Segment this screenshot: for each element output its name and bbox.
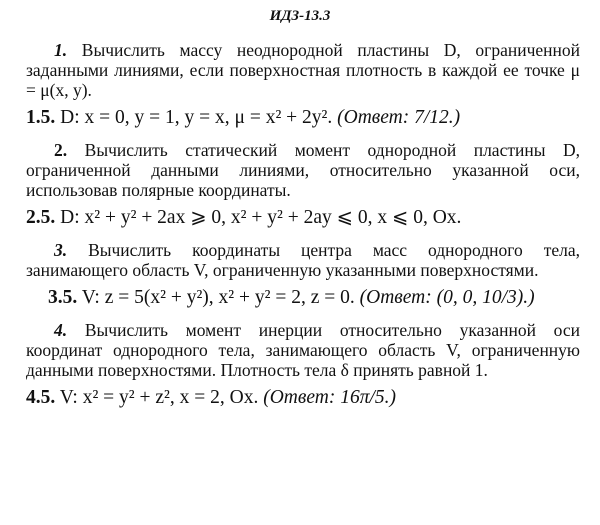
problem-4-5-answer: (Ответ: 16π/5.): [263, 387, 397, 408]
problem-4-5-text: V: x² = y² + z², x = 2, Ox.: [59, 387, 259, 408]
statement-1-number: 1.: [54, 40, 68, 60]
problem-2-5-number: 2.5.: [26, 207, 56, 228]
statement-4: [26, 320, 580, 380]
statement-2-text: Вычислить статический момент однородной пластины D, ограниченной данными линиями, относительно указанной оси, использовав полярные координаты.: [26, 140, 581, 200]
statement-2-number: 2.: [54, 140, 68, 160]
problem-4-5: [26, 386, 580, 410]
problem-3-5-number: 3.5.: [48, 287, 78, 308]
problem-3-5: [26, 286, 580, 310]
statement-1: [26, 40, 580, 100]
problem-1-5-answer: (Ответ: 7/12.): [337, 107, 461, 128]
statement-2: [26, 140, 580, 200]
statement-3: [26, 240, 580, 280]
problem-1-5-number: 1.5.: [26, 107, 56, 128]
section-4: [26, 320, 580, 410]
section-3: [26, 240, 580, 310]
section-1: [26, 40, 580, 130]
section-2: [26, 140, 580, 230]
problem-4-5-number: 4.5.: [26, 387, 56, 408]
problem-2-5-text: D: x² + y² + 2ax ⩾ 0, x² + y² + 2ay ⩽ 0, x ⩽ 0, Ox.: [60, 207, 462, 228]
document-title: ИДЗ-13.3: [269, 8, 331, 24]
problem-3-5-text: V: z = 5(x² + y²), x² + y² = 2, z = 0.: [81, 287, 355, 308]
statement-3-number: 3.: [54, 240, 68, 260]
problem-1-5: [26, 106, 580, 130]
problem-1-5-text: D: x = 0, y = 1, y = x, μ = x² + 2y².: [60, 107, 333, 128]
statement-4-text: Вычислить момент инерции относительно указанной оси координат однородного тела, занимающего область V, ограниченную данными поверхностями. Плотность тела δ принять равной 1.: [26, 320, 580, 380]
problem-2-5: [26, 206, 580, 230]
problem-3-5-answer: (Ответ: (0, 0, 10/3).): [359, 287, 535, 308]
statement-1-text: Вычислить массу неоднородной пластины D, ограниченной заданными линиями, если поверхностная плотность в каждой ее точке μ = μ(x, y).: [26, 40, 580, 100]
statement-4-number: 4.: [54, 320, 68, 340]
statement-3-text: Вычислить координаты центра масс однородного тела, занимающего область V, ограниченную указанными поверхностями.: [26, 240, 580, 280]
